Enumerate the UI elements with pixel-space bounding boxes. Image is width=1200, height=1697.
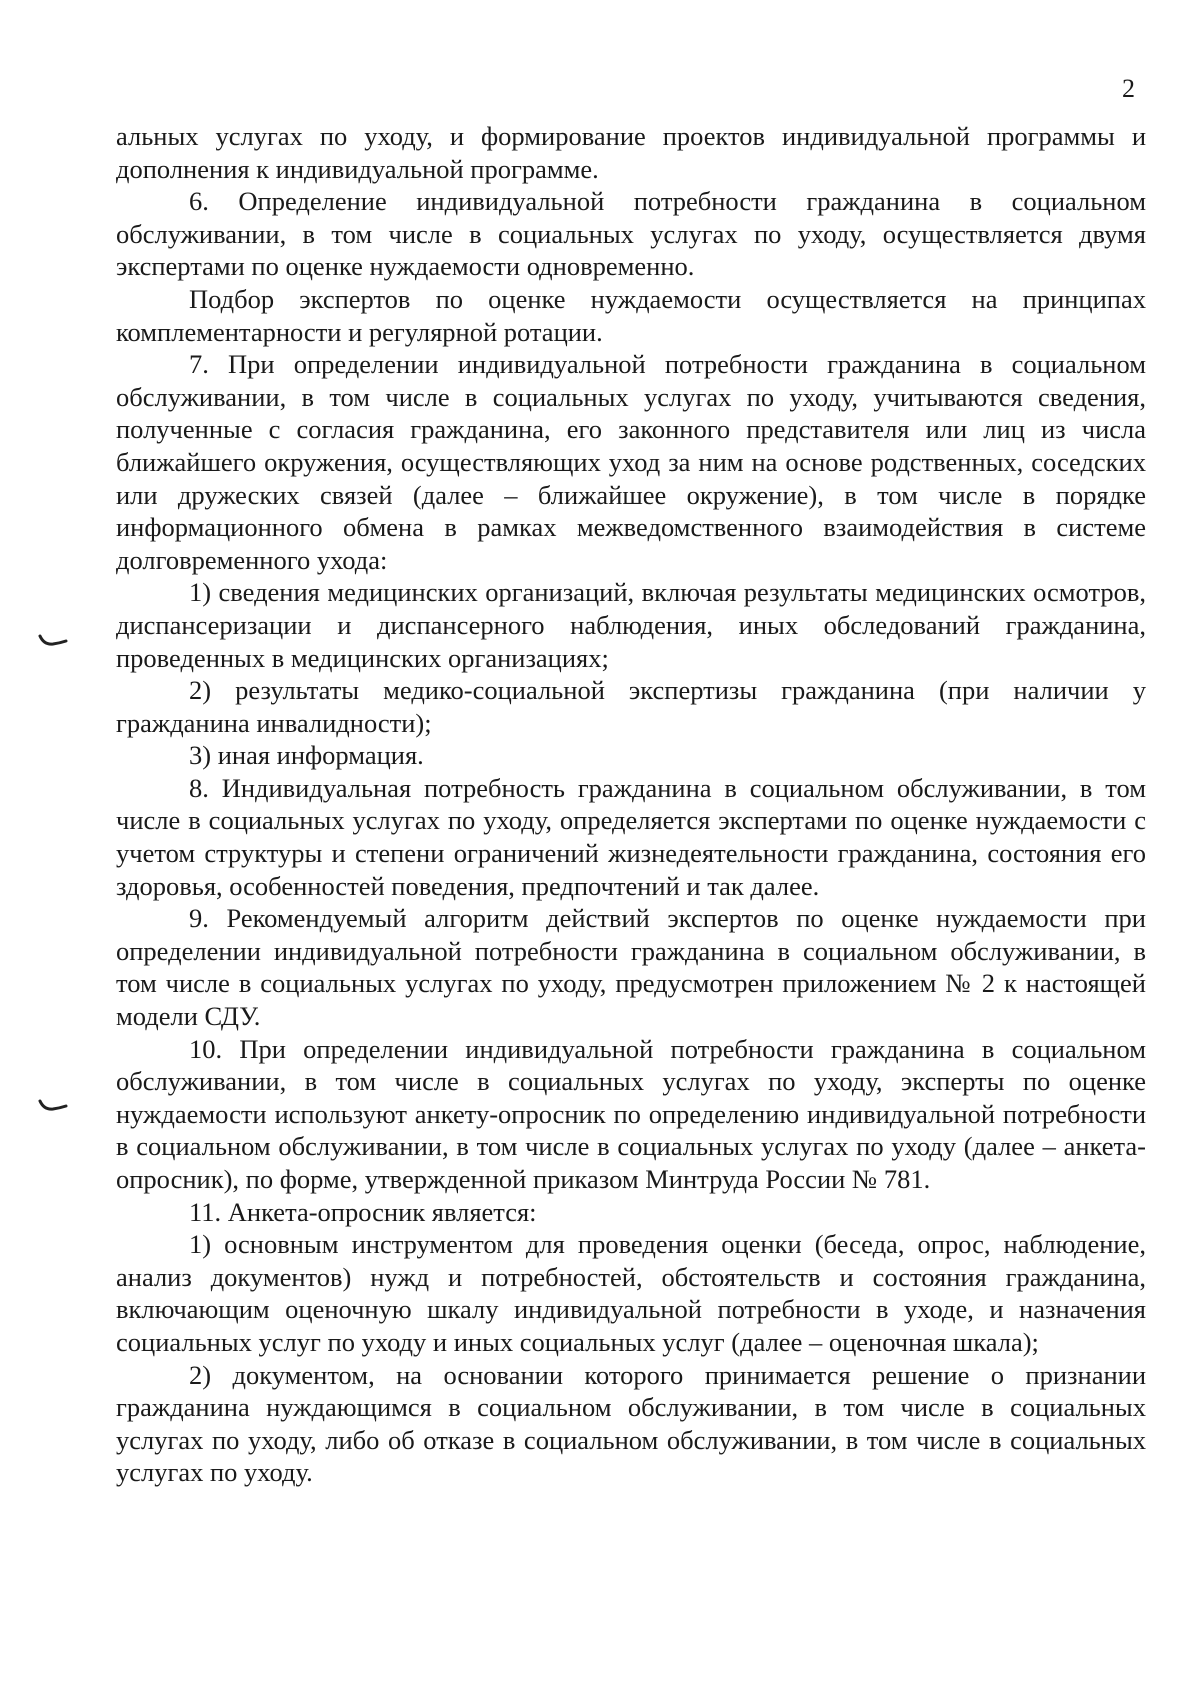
paragraph: 2) документом, на основании которого принимается решение о признании гражданина нуждающимся в социальном обслуживании, в том числе в социальных услугах по уходу, либо об отказе в социальном обслуживании, в том числе в социальных услугах по уходу. (116, 1359, 1146, 1488)
paragraph: 9. Рекомендуемый алгоритм действий экспертов по оценке нуждаемости при определении индивидуальной потребности гражданина в социальном обслуживании, в том числе в социальных услугах по уходу, предусмотрен приложением № 2 к настоящей модели СДУ. (116, 903, 1146, 1032)
margin-mark-icon (38, 632, 68, 648)
paragraph: 3) иная информация. (189, 740, 424, 771)
paragraph: Подбор экспертов по оценке нуждаемости осуществляется на принципах комплементарности и регулярной ротации. (116, 283, 1146, 347)
paragraph: 1) сведения медицинских организаций, включая результаты медицинских осмотров, диспансеризации и диспансерного наблюдения, иных обследований гражданина, проведенных в медицинских организациях; (116, 577, 1146, 673)
paragraph: 7. При определении индивидуальной потребности гражданина в социальном обслуживании, в том числе в социальных услугах по уходу, учитываются сведения, полученные с согласия гражданина, его законного представителя или лиц из числа ближайшего окружения, осуществляющих уход за ним на основе родственных, соседских или дружеских связей (далее – ближайшее окружение), в том числе в порядке информационного обмена в рамках межведомственного взаимодействия в системе долговременного ухода: (116, 349, 1146, 575)
paragraph: 6. Определение индивидуальной потребности гражданина в социальном обслуживании, в том числе в социальных услугах по уходу, осуществляется двумя экспертами по оценке нуждаемости одновременно. (116, 186, 1146, 282)
document-body (116, 120, 1146, 1489)
paragraph: 8. Индивидуальная потребность гражданина в социальном обслуживании, в том числе в социальных услугах по уходу, определяется экспертами по оценке нуждаемости с учетом структуры и степени ограничений жизнедеятельности гражданина, состояния его здоровья, особенностей поведения, предпочтений и так далее. (116, 772, 1146, 901)
paragraph: 11. Анкета-опросник является: (189, 1196, 537, 1227)
paragraph: 1) основным инструментом для проведения оценки (беседа, опрос, наблюдение, анализ документов) нужд и потребностей, обстоятельств и состояния гражданина, включающим оценочную шкалу индивидуальной потребности в уходе, и назначения социальных услуг по уходу и иных социальных услуг (далее – оценочная шкала); (116, 1229, 1146, 1357)
page-number: 2 (1122, 74, 1135, 103)
paragraph: 10. При определении индивидуальной потребности гражданина в социальном обслуживании, в том числе в социальных услугах по уходу, эксперты по оценке нуждаемости используют анкету-опросник по определению индивидуальной потребности в социальном обслуживании, в том числе в социальных услугах по уходу (далее – анкета-опросник), по форме, утвержденной приказом Минтруда России № 781. (116, 1033, 1146, 1194)
paragraph: 2) результаты медико-социальной экспертизы гражданина (при наличии у гражданина инвалидности); (116, 675, 1146, 738)
margin-mark-icon (38, 1097, 68, 1113)
paragraph: альных услугах по уходу, и формирование проектов индивидуальной программы и дополнения к индивидуальной программе. (116, 121, 1146, 184)
